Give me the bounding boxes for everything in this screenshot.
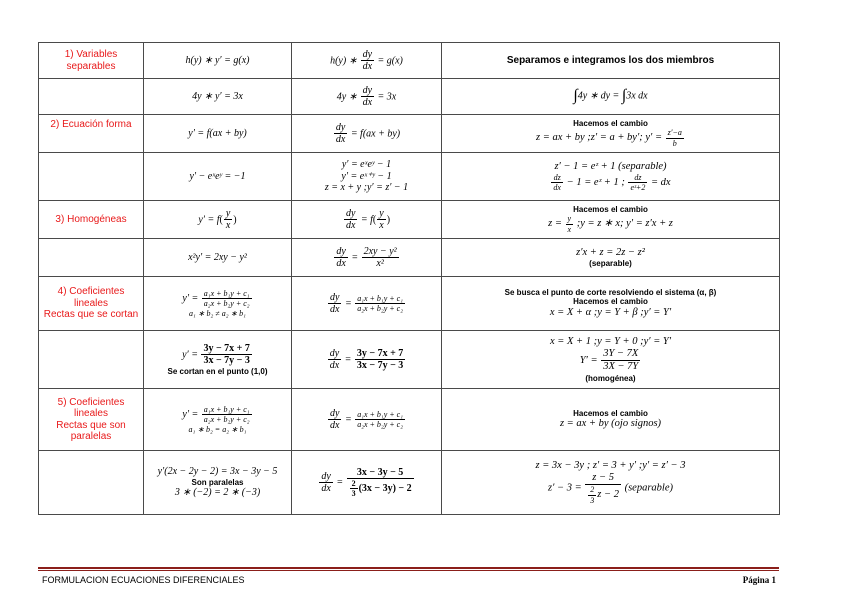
example-equation: y′ = $\frac{\text{a₁x + b₁y + c₁}}{\text{a₂x + b₂y + c₂}}$ a₁ ∗ b₂ = a₂ ∗ b₁ (144, 389, 292, 451)
table-row (39, 79, 780, 115)
differential-form: y′ = eˣeʸ − 1 y′ = eˣ⁺ʸ − 1 z = x + y ;y′ = z′ − 1 (292, 153, 442, 201)
category-label: 4) Coeficientes lineales Rectas que se cortan (39, 277, 144, 331)
page-number: Página 1 (742, 575, 776, 585)
table-row (39, 331, 780, 389)
example-equation: y′(2x − 2y − 2) = 3x − 3y − 5 Son paralelas 3 ∗ (−2) = 2 ∗ (−3) (144, 451, 292, 515)
category-label: 3) Homogéneas (39, 201, 144, 239)
table-row (39, 239, 780, 277)
table-row (39, 43, 780, 79)
category-label: 1) Variables separables (39, 43, 144, 79)
example-equation: h(y) ∗ y′ = g(x) (144, 43, 292, 79)
solution-note: Separamos e integramos los dos miembros (442, 43, 780, 79)
category-label (39, 239, 144, 277)
table-row (39, 277, 780, 331)
solution-note: z′x + z = 2z − z² (separable) (442, 239, 780, 277)
differential-form: $\frac{dy}{dx}$ = f( $\frac{y}{x}$ ) (292, 201, 442, 239)
differential-form: $\frac{dy}{dx}$ = f(ax + by) (292, 115, 442, 153)
footer-rule-thin (38, 570, 779, 571)
example-equation: 4y ∗ y′ = 3x (144, 79, 292, 115)
differential-form: $\frac{dy}{dx}$ = 3x − 3y − 5 $\frac{2}{3}$ (3x − 3y) − 2 (292, 451, 442, 515)
differential-form: h(y) ∗ $\frac{dy}{dx}$ = g(x) (292, 43, 442, 79)
integral-icon: ∫ (621, 87, 627, 105)
example-equation: y′ = $\frac{3y - 7x + 7}{3x - 7y - 3}$ Se cortan en el punto (1,0) (144, 331, 292, 389)
solution-note: Hacemos el cambio z = ax + by ;z′ = a + by′; y′ = $\frac{z'-a}{b}$ (442, 115, 780, 153)
solution-note: ∫4y ∗ dy = ∫3x dx (442, 79, 780, 115)
solution-note: z′ − 1 = eᶻ + 1 (separable) $\frac{dz}{dx}$ − 1 = eᶻ + 1 ; $\frac{dz}{\text{eᶻ+2}}$ = dx (442, 153, 780, 201)
category-label (39, 451, 144, 515)
table-row (39, 115, 780, 153)
solution-note: z = 3x − 3y ; z′ = 3 + y′ ;y′ = z′ − 3 z′ − 3 = z − 5 $\frac{2}{3}$ z − 2 (separable) (442, 451, 780, 515)
table-row (39, 153, 780, 201)
example-equation: y′ = f( $\frac{y}{x}$ ) (144, 201, 292, 239)
category-label (39, 331, 144, 389)
differential-form: $\frac{dy}{dx}$ = $\frac{\text{2xy − y²}}{\text{x²}}$ (292, 239, 442, 277)
differential-form: $\frac{dy}{dx}$ = $\frac{\text{a₁x + b₁y + c₁}}{\text{a₂x + b₂y + c₂}}$ (292, 389, 442, 451)
solution-note: Hacemos el cambio z = $\frac{y}{x}$ ;y = z ∗ x; y′ = z′x + z (442, 201, 780, 239)
solution-note: x = X + 1 ;y = Y + 0 ;y′ = Y′ Y′ = $\frac{3Y - 7X}{3X - 7Y}$ (homogénea) (442, 331, 780, 389)
formula-table (38, 42, 780, 515)
table-row (39, 451, 780, 515)
differential-form: 4y ∗ $\frac{dy}{dx}$ = 3x (292, 79, 442, 115)
category-label (39, 153, 144, 201)
solution-note: Se busca el punto de corte resolviendo el sistema (α, β) Hacemos el cambio x = X + α ;y = Y + β ;y′ = Y′ (442, 277, 780, 331)
example-equation: y′ = f(ax + by) (144, 115, 292, 153)
differential-form: $\frac{dy}{dx}$ = $\frac{\text{a₁x + b₁y + c₁}}{\text{a₂x + b₂y + c₂}}$ (292, 277, 442, 331)
category-label (39, 79, 144, 115)
footer-title: FORMULACION ECUACIONES DIFERENCIALES (42, 575, 245, 585)
category-label: 2) Ecuación forma (39, 115, 144, 153)
example-equation: y′ = $\frac{\text{a₁x + b₁y + c₁}}{\text{a₂x + b₂y + c₂}}$ a₁ ∗ b₂ ≠ a₂ ∗ b₁ (144, 277, 292, 331)
integral-icon: ∫ (573, 87, 578, 105)
example-equation: x²y′ = 2xy − y² (144, 239, 292, 277)
solution-note: Hacemos el cambio z = ax + by (ojo signos) (442, 389, 780, 451)
footer-rule (38, 567, 779, 569)
table-row (39, 201, 780, 239)
category-label: 5) Coeficientes lineales Rectas que son paralelas (39, 389, 144, 451)
example-equation: y′ − eˣeʸ = −1 (144, 153, 292, 201)
differential-form: $\frac{dy}{dx}$ = $\frac{3y - 7x + 7}{3x - 7y - 3}$ (292, 331, 442, 389)
table-row (39, 389, 780, 451)
